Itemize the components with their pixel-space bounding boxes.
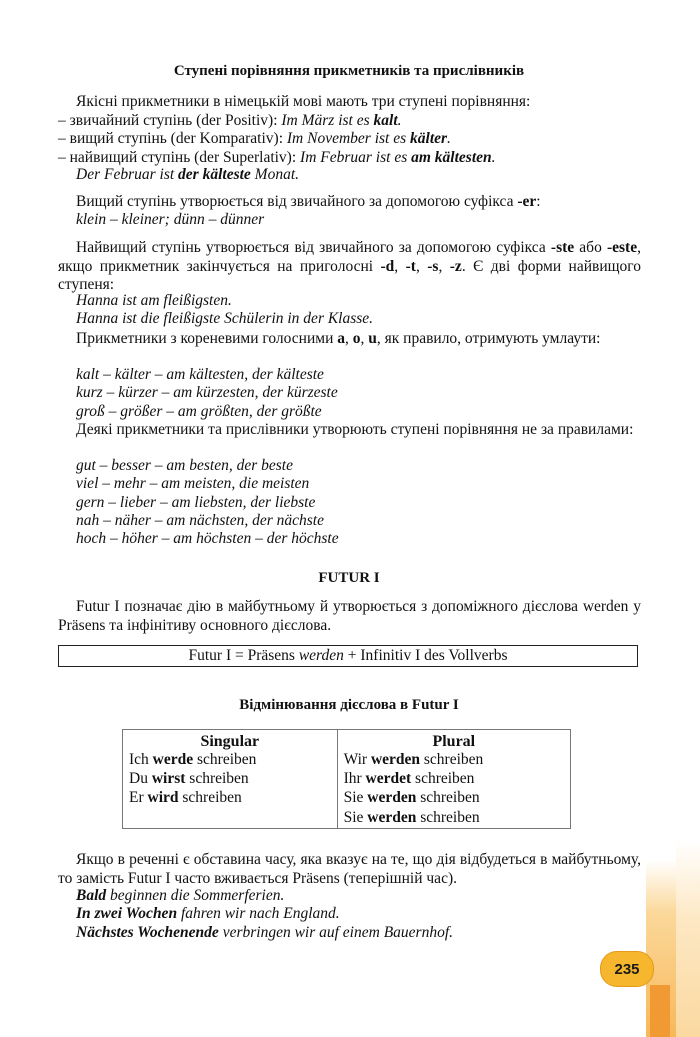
list-item: kurz – kürzer – am kürzesten, der kürzeste bbox=[76, 384, 338, 402]
umlaut-rule: Прикметники з кореневими голосними а, о, u, як правило, отримують умлаути: bbox=[76, 330, 601, 347]
table-row bbox=[123, 770, 571, 789]
table-row bbox=[123, 809, 571, 829]
list-item: Bald beginnen die Sommerferien. bbox=[76, 887, 285, 904]
comparative-line: – вищий ступінь (der Komparativ): Im November ist es kälter. bbox=[58, 130, 451, 147]
table-cell: Du wirst schreiben bbox=[129, 770, 249, 788]
table-cell: Sie werden schreiben bbox=[337, 809, 570, 829]
page-number-badge: 235 bbox=[600, 951, 654, 987]
superlative-line: – найвищий ступінь (der Superlativ): Im Februar ist es am kältesten. bbox=[58, 148, 496, 166]
column-header-plural: Plural bbox=[337, 730, 570, 752]
comparative-rule: Вищий ступінь утворюється від звичайного за допомогою суфікса -er: bbox=[76, 193, 541, 210]
list-item: kalt – kälter – am kältesten, der kälteste bbox=[76, 366, 324, 383]
section-title-comparison: Ступені порівняння прикметників та прислівників bbox=[173, 63, 525, 79]
time-adverb-note: Якщо в реченні є обставина часу, яка вказує на те, що дія відбудеться в майбутньому, то замість Futur I часто вживається Präsens (теперішній час). bbox=[58, 851, 641, 887]
superlative-example-line: Der Februar ist der kälteste Monat. bbox=[76, 166, 300, 183]
list-item: groß – größer – am größten, der größte bbox=[76, 402, 322, 420]
table-cell: Sie werden schreiben bbox=[337, 789, 570, 808]
irregular-rule: Деякі прикметники та прислівники утворюють ступені порівняння не за правилами: bbox=[76, 421, 634, 438]
conjugation-table bbox=[122, 729, 571, 829]
list-item: viel – mehr – am meisten, die meisten bbox=[76, 475, 310, 493]
table-cell: Ich werde schreiben bbox=[129, 751, 257, 768]
superlative-examples bbox=[76, 292, 373, 329]
decorative-stripe-light bbox=[676, 840, 700, 1037]
table-cell: Wir werden schreiben bbox=[337, 751, 570, 770]
list-item: Hanna ist am fleißigsten. bbox=[76, 292, 232, 309]
comparative-example: klein – kleiner; dünn – dünner bbox=[76, 211, 265, 228]
column-header-singular: Singular bbox=[200, 733, 260, 750]
futur-formula-box: Futur I = Präsens werden + Infinitiv I des Vollverbs bbox=[58, 645, 638, 667]
irregular-examples bbox=[76, 457, 339, 548]
table-cell: Ihr werdet schreiben bbox=[337, 770, 570, 789]
list-item: Hanna ist die fleißigste Schülerin in der Klasse. bbox=[76, 310, 374, 328]
list-item: Nächstes Wochenende verbringen wir auf einem Bauernhof. bbox=[76, 923, 454, 941]
list-item: hoch – höher – am höchsten – der höchste bbox=[76, 530, 339, 548]
list-item: nah – näher – am nächsten, der nächste bbox=[76, 511, 324, 529]
table-cell bbox=[123, 809, 338, 829]
table-row bbox=[123, 789, 571, 808]
superlative-rule: Найвищий ступінь утворюється від звичайного за допомогою суфікса -ste або -este, якщо прикметник закінчується на приголосні -d, -t, -s, -z. Є дві форми найвищого ступеня: bbox=[58, 239, 642, 293]
list-item: gern – lieber – am liebsten, der liebste bbox=[76, 493, 316, 511]
conjugation-table-title: Відмінювання дієслова в Futur I bbox=[239, 697, 459, 713]
positive-line: – звичайний ступінь (der Positiv): Im März ist es kalt. bbox=[58, 111, 402, 129]
futur-examples bbox=[76, 887, 453, 942]
table-cell: Er wird schreiben bbox=[129, 789, 242, 807]
section-title-futur: FUTUR I bbox=[318, 570, 380, 586]
umlaut-examples bbox=[76, 366, 338, 421]
decorative-bar bbox=[650, 985, 670, 1037]
futur-description: Futur I позначає дію в майбутньому й утворюється з допоміжного дієслова werden у Präsens та інфінітиву основного дієслова. bbox=[58, 598, 641, 634]
comparison-intro: Якісні прикметники в німецькій мові мають три ступені порівняння: – звичайний ступінь (der Positiv): Im März ist es kalt. – вищий ступінь (der Komparativ): Im November ist es kälter. – найвищий ступінь (der Superlativ): Im Februar ist es am kältesten. bbox=[58, 93, 531, 166]
list-item: gut – besser – am besten, der beste bbox=[76, 457, 293, 474]
list-item: In zwei Wochen fahren wir nach England. bbox=[76, 905, 340, 923]
table-row bbox=[123, 751, 571, 770]
